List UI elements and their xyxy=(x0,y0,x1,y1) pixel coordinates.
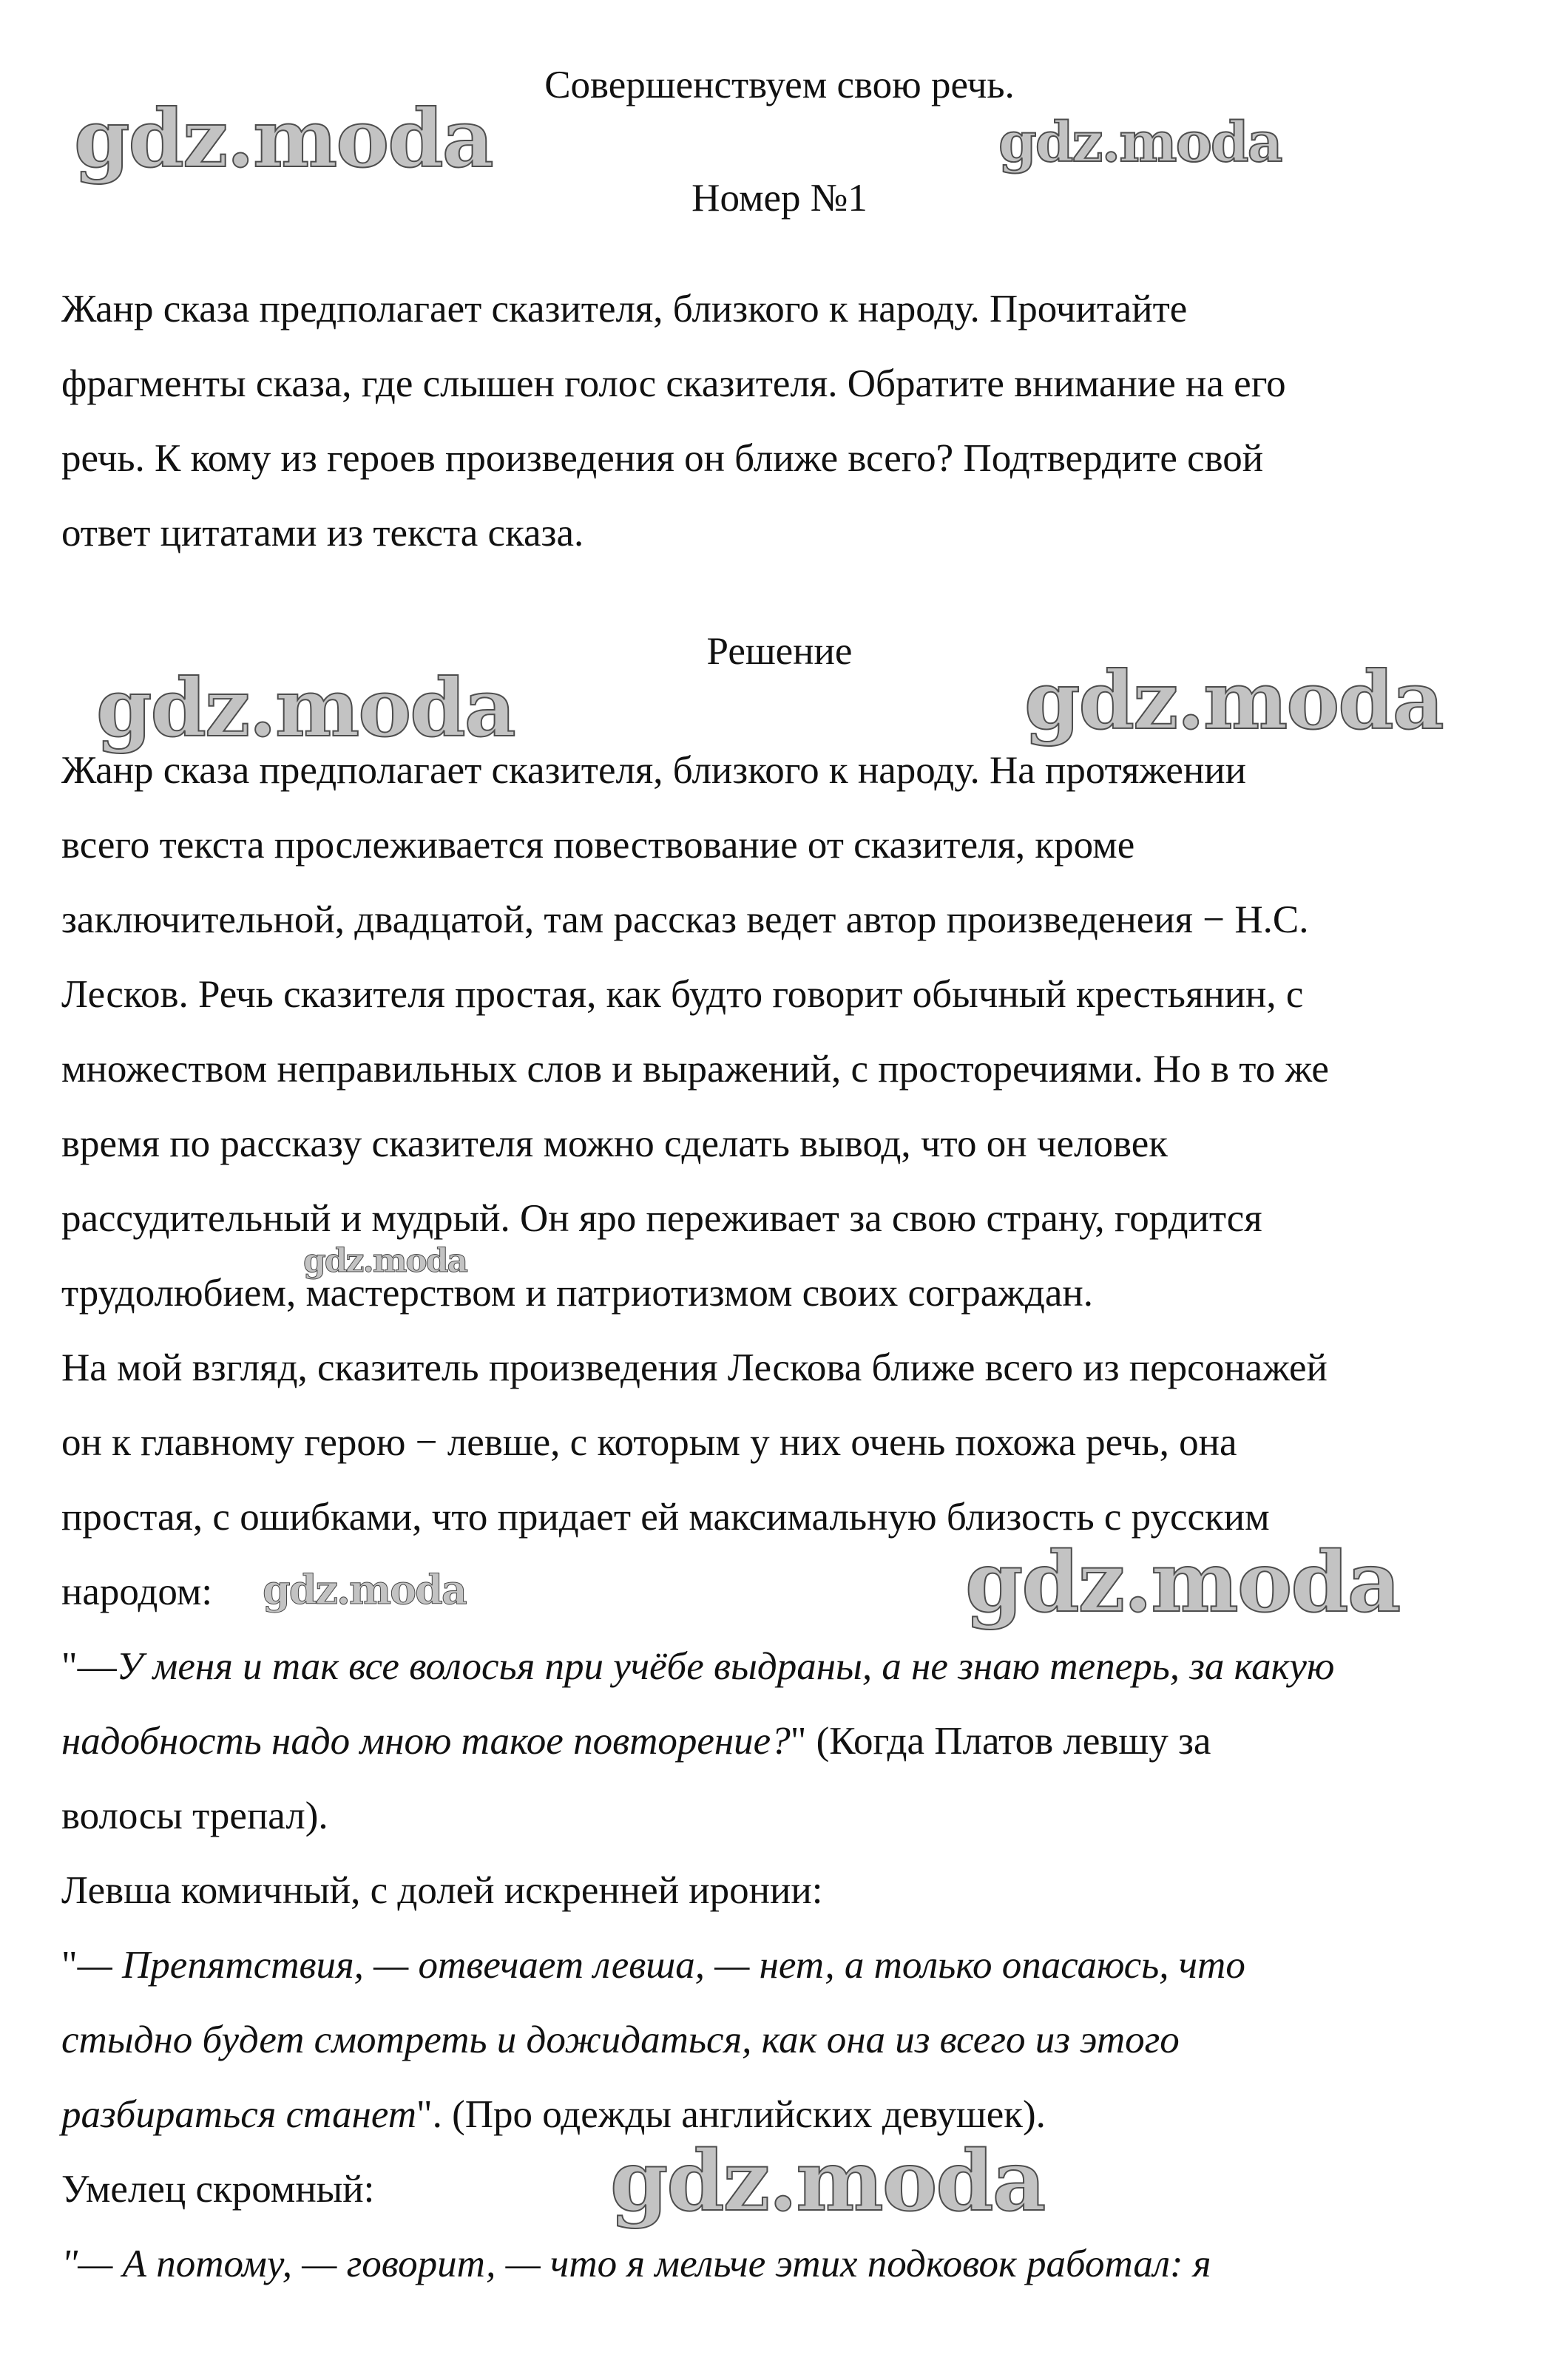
watermark: gdz.moda xyxy=(96,662,515,755)
solution-line xyxy=(61,1641,1334,1692)
text-segment: " xyxy=(61,1944,78,1987)
text-segment: ". (Про одежды английских девушек). xyxy=(416,2093,1046,2136)
page-title: Совершенствуем свою речь. xyxy=(544,64,1015,106)
quote-text: стыдно будет смотреть и дожидаться, как она из всего из этого xyxy=(61,2018,1180,2061)
quote-text: У меня и так все волосья при учёбе выдраны, а не знаю теперь, за какую xyxy=(116,1645,1335,1688)
watermark: gdz.moda xyxy=(1024,654,1443,747)
quote-text: надобность надо мною такое повторение? xyxy=(61,1720,791,1763)
text-segment: Левша комичный, с долей искренней иронии: xyxy=(61,1869,823,1912)
task-line: ответ цитатами из текста сказа. xyxy=(61,512,584,555)
text-segment: " (Когда Платов левшу за xyxy=(790,1720,1211,1763)
solution-heading: Решение xyxy=(706,630,853,673)
solution-line xyxy=(61,2238,1211,2290)
solution-line xyxy=(61,2014,1180,2066)
solution-line xyxy=(61,819,1134,871)
solution-line xyxy=(61,1342,1328,1394)
solution-line xyxy=(61,2163,374,2215)
watermark: gdz.moda xyxy=(998,111,1282,174)
solution-line xyxy=(61,1267,1093,1319)
text-segment: Лесков. Речь сказителя простая, как будто говорит обычный крестьянин, с xyxy=(61,973,1304,1016)
quote-text: "— А потому, — говорит, — что я мельче этих подковок работал: я xyxy=(61,2242,1211,2285)
text-segment: "— xyxy=(61,1645,117,1688)
text-segment: заключительной, двадцатой, там рассказ ведет автор произведенеия − Н.С. xyxy=(61,898,1309,941)
watermark: gdz.moda xyxy=(303,1242,467,1280)
quote-text: — Препятствия, — отвечает левша, — нет, а только опасаюсь, что xyxy=(77,1944,1245,1987)
solution-line xyxy=(61,1193,1262,1244)
text-segment: множеством неправильных слов и выражений, с просторечиями. Но в то же xyxy=(61,1048,1329,1091)
text-segment: рассудительный и мудрый. Он яро переживает за свою страну, гордится xyxy=(61,1197,1262,1240)
solution-line xyxy=(61,1417,1237,1468)
task-line: Жанр сказа предполагает сказителя, близкого к народу. Прочитайте xyxy=(61,288,1188,330)
task-line: фрагменты сказа, где слышен голос сказителя. Обратите внимание на его xyxy=(61,362,1286,405)
watermark: gdz.moda xyxy=(610,2133,1045,2230)
text-segment: простая, с ошибками, что придает ей максимальную близость с русским xyxy=(61,1496,1270,1539)
watermark: gdz.moda xyxy=(263,1566,466,1613)
text-segment: время по рассказу сказителя можно сделать вывод, что он человек xyxy=(61,1122,1168,1165)
text-segment: Жанр сказа предполагает сказителя, близкого к народу. На протяжении xyxy=(61,749,1247,792)
text-segment: он к главному герою − левше, с которым у них очень похожа речь, она xyxy=(61,1421,1237,1464)
quote-text: разбираться станет xyxy=(61,2093,416,2136)
watermark: gdz.moda xyxy=(965,1534,1400,1631)
text-segment: трудолюбием, мастерством и патриотизмом своих сограждан. xyxy=(61,1272,1093,1315)
task-number: Номер №1 xyxy=(691,177,868,220)
text-segment: народом: xyxy=(61,1570,213,1613)
task-line: речь. К кому из героев произведения он ближе всего? Подтвердите свой xyxy=(61,437,1264,480)
solution-line xyxy=(61,1566,212,1618)
text-segment: На мой взгляд, сказитель произведения Лескова ближе всего из персонажей xyxy=(61,1346,1328,1389)
text-segment: волосы трепал). xyxy=(61,1794,328,1837)
watermark: gdz.moda xyxy=(74,92,493,186)
text-segment: Умелец скромный: xyxy=(61,2168,375,2211)
solution-line xyxy=(61,969,1303,1020)
text-segment: всего текста прослеживается повествование от сказителя, кроме xyxy=(61,824,1135,867)
solution-line xyxy=(61,1715,1211,1767)
solution-line xyxy=(61,1790,328,1842)
solution-line xyxy=(61,894,1308,946)
solution-line xyxy=(61,1043,1329,1095)
solution-line xyxy=(61,1865,823,1916)
solution-line xyxy=(61,1118,1168,1170)
solution-line xyxy=(61,1939,1245,1991)
